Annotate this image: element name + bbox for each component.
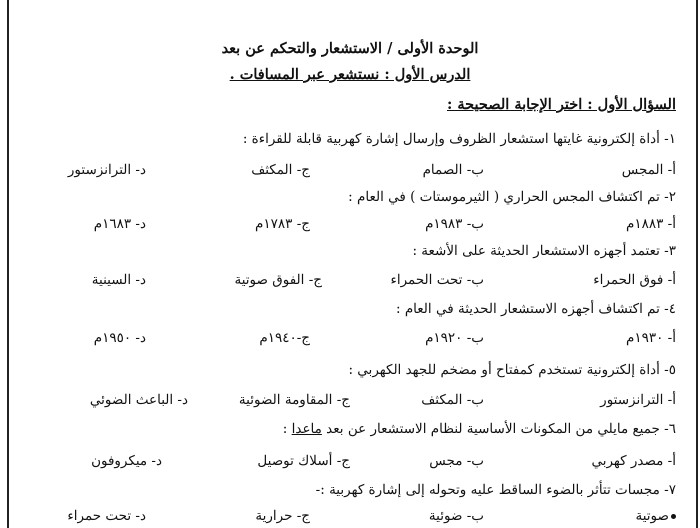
q4-option-d: د- ١٩٥٠م: [93, 330, 146, 346]
lesson-title-wrap: [0, 66, 700, 83]
question-3: ٣- تعتمد أجهزه الاستشعار الحديثة على الأشعة :: [412, 243, 676, 259]
question-7: ٧- مجسات تتأثر بالضوء الساقط عليه وتحوله إلى إشارة كهربية :-: [315, 482, 676, 498]
q4-option-b: ب- ١٩٢٠م: [425, 330, 484, 346]
question-2: ٢- تم اكتشاف المجس الحراري ( الثيرموستات ) في العام :: [348, 189, 676, 205]
lesson-title: الدرس الأول : نستشعر عبر المسافات .: [229, 66, 471, 83]
q7-option-a-text: صوتية: [635, 508, 669, 524]
unit-title: الوحدة الأولى / الاستشعار والتحكم عن بعد: [221, 40, 479, 57]
section-heading: السؤال الأول : اختر الإجابة الصحيحة :: [446, 96, 676, 113]
q5-option-d: د- الباعث الضوئي: [89, 392, 188, 408]
q1-option-a: أ- المجس: [621, 162, 676, 178]
q5-option-a: أ- الترانزستور: [600, 392, 676, 408]
q3-option-b: ب- تحت الحمراء: [390, 272, 484, 288]
q2-option-b: ب- ١٩٨٣م: [425, 216, 484, 232]
q1-option-b: ب- الصمام: [422, 162, 484, 178]
question-6: [283, 421, 676, 437]
q1-option-c: ج- المكثف: [251, 162, 310, 178]
q5-option-b: ب- المكثف: [421, 392, 484, 408]
q3-option-d: د- السينية: [91, 272, 146, 288]
q4-option-c: ج-١٩٤٠م: [259, 330, 310, 346]
q2-option-d: د- ١٦٨٣م: [93, 216, 146, 232]
bullet-icon: [671, 514, 676, 519]
question-6-underlined-word: ماعدا: [291, 421, 322, 437]
q6-option-d: د- ميكروفون: [91, 453, 162, 469]
q1-option-d: د- الترانزستور: [67, 162, 146, 178]
question-6-text: ٦- جميع مايلي من المكونات الأساسية لنظام الاستشعار عن بعد: [321, 421, 676, 437]
q5-option-c: ج- المقاومة الضوئية: [238, 392, 350, 408]
q7-option-a: [635, 508, 676, 524]
q2-option-a: أ- ١٨٨٣م: [626, 216, 676, 232]
q3-option-c: ج- الفوق صوتية: [234, 272, 322, 288]
q7-option-b: ب- ضوئية: [428, 508, 484, 524]
q6-option-c: ج- أسلاك توصيل: [257, 453, 350, 469]
q6-option-b: ب- مجس: [429, 453, 484, 469]
question-1: ١- أداة إلكترونية غايتها استشعار الظروف وإرسال إشارة كهربية قابلة للقراءة :: [242, 131, 676, 147]
q3-option-a: أ- فوق الحمراء: [593, 272, 676, 288]
q7-option-d: د- تحت حمراء: [67, 508, 146, 524]
question-5: ٥- أداة إلكترونية تستخدم كمفتاح أو مضخم للجهد الكهربي :: [348, 362, 676, 378]
q2-option-c: ج- ١٧٨٣م: [255, 216, 310, 232]
q7-option-c: ج- حرارية: [255, 508, 310, 524]
q4-option-a: أ- ١٩٣٠م: [626, 330, 676, 346]
question-4: ٤- تم اكتشاف أجهزه الاستشعار الحديثة في العام :: [395, 301, 676, 317]
question-6-colon: :: [282, 421, 292, 437]
q6-option-a: أ- مصدر كهربي: [591, 453, 676, 469]
